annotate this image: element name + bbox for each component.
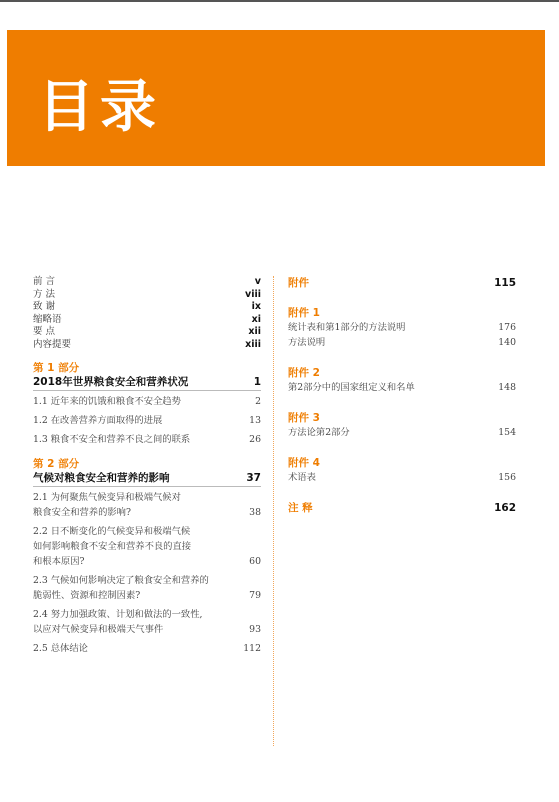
annex-item-row[interactable] [288,320,516,335]
annex-item-label: 统计表和第1部分的方法说明 [288,322,406,333]
section-row[interactable] [33,490,261,520]
annex-item-label: 第2部分中的国家组定义和名单 [288,382,415,393]
annex-label: 附件 2 [288,367,320,379]
notes-label: 注 释 [288,502,313,514]
section-row[interactable] [33,573,261,603]
part2-page: 37 [246,472,261,484]
section-page: 2 [255,396,261,407]
part2-title: 气候对粮食安全和营养的影响 [33,472,170,484]
title-banner [7,30,545,166]
notes-page: 162 [494,502,516,514]
toc-row-label: 方 法 [33,288,56,300]
toc-row-page: viii [245,288,261,300]
part2-title-row[interactable] [33,471,261,487]
annex-groups [288,306,516,485]
toc-row-label: 内容提要 [33,338,72,350]
front-matter-list [33,276,261,351]
toc-row[interactable] [33,339,261,352]
annex-item-label: 方法论第2部分 [288,427,350,438]
toc-row-page: xii [248,326,261,337]
toc-left-column [33,276,261,660]
toc-row-page: v [254,276,261,287]
section-label: 2.1 为何聚焦气候变异和极端气候对 粮食安全和营养的影响? [33,492,181,518]
toc-row[interactable] [33,314,261,327]
toc-row[interactable] [33,301,261,314]
annex-label: 附件 4 [288,457,320,469]
section-page: 112 [243,643,261,654]
section-page: 13 [249,415,261,426]
toc-row-page: ix [251,301,261,312]
section-label: 2.5 总体结论 [33,643,88,654]
part1-sections [33,394,261,447]
section-page: 38 [249,507,261,518]
section-label: 1.2 在改善营养方面取得的进展 [33,415,163,426]
section-label: 2.4 努力加强政策、计划和做法的一致性, 以应对气候变异和极端天气事件 [33,609,203,635]
annex-item-page: 154 [498,427,516,438]
part2-sections [33,490,261,656]
annex-item-label: 方法说明 [288,337,326,348]
column-divider [273,276,274,746]
part1-title-row[interactable] [33,375,261,391]
part2-label: 第 2 部分 [33,458,80,470]
part1-label: 第 1 部分 [33,362,80,374]
section-row[interactable] [33,413,261,428]
annex-item-page: 176 [498,322,516,333]
annex-main-label: 附件 [288,277,309,289]
toc-row-label: 要 点 [33,326,56,337]
section-row[interactable] [33,524,261,569]
annex-main-page: 115 [494,277,516,289]
toc-right-column [288,276,516,515]
annex-item-row[interactable] [288,335,516,350]
annex-label: 附件 1 [288,307,320,319]
section-page: 93 [249,624,261,635]
annex-item-row[interactable] [288,380,516,395]
toc-row[interactable] [33,276,261,289]
toc-row-label: 前 言 [33,276,56,287]
annex-item-label: 术语表 [288,472,316,483]
toc-row-label: 致 谢 [33,301,56,312]
section-label: 2.3 气候如何影响决定了粮食安全和营养的 脆弱性、资源和控制因素? [33,575,209,601]
section-row[interactable] [33,394,261,409]
part1-title: 2018年世界粮食安全和营养状况 [33,376,189,388]
toc-row-page: xi [251,313,261,325]
toc-row[interactable] [33,326,261,339]
annex-item-page: 140 [498,337,516,348]
annex-item-page: 156 [498,472,516,483]
annex-main-row[interactable] [288,276,516,290]
annex-label: 附件 3 [288,412,320,424]
top-rule [0,0,559,2]
section-row[interactable] [33,641,261,656]
annex-item-page: 148 [498,382,516,393]
section-row[interactable] [33,607,261,637]
part1-page: 1 [253,376,261,388]
section-label: 2.2 日不断变化的气候变异和极端气候 如何影响粮食不安全和营养不良的直接 和根本原因? [33,526,192,567]
toc-row-label: 缩略语 [33,313,62,325]
toc-row[interactable] [33,289,261,302]
annex-item-row[interactable] [288,470,516,485]
toc-row-page: xiii [245,338,261,350]
section-page: 26 [249,434,261,445]
annex-item-row[interactable] [288,425,516,440]
section-row[interactable] [33,432,261,447]
section-label: 1.1 近年来的饥饿和粮食不安全趋势 [33,396,181,407]
notes-row[interactable] [288,501,516,515]
page-title: 目录 [38,75,162,140]
section-page: 79 [249,590,261,601]
section-label: 1.3 粮食不安全和营养不良之间的联系 [33,434,191,445]
section-page: 60 [249,556,261,567]
